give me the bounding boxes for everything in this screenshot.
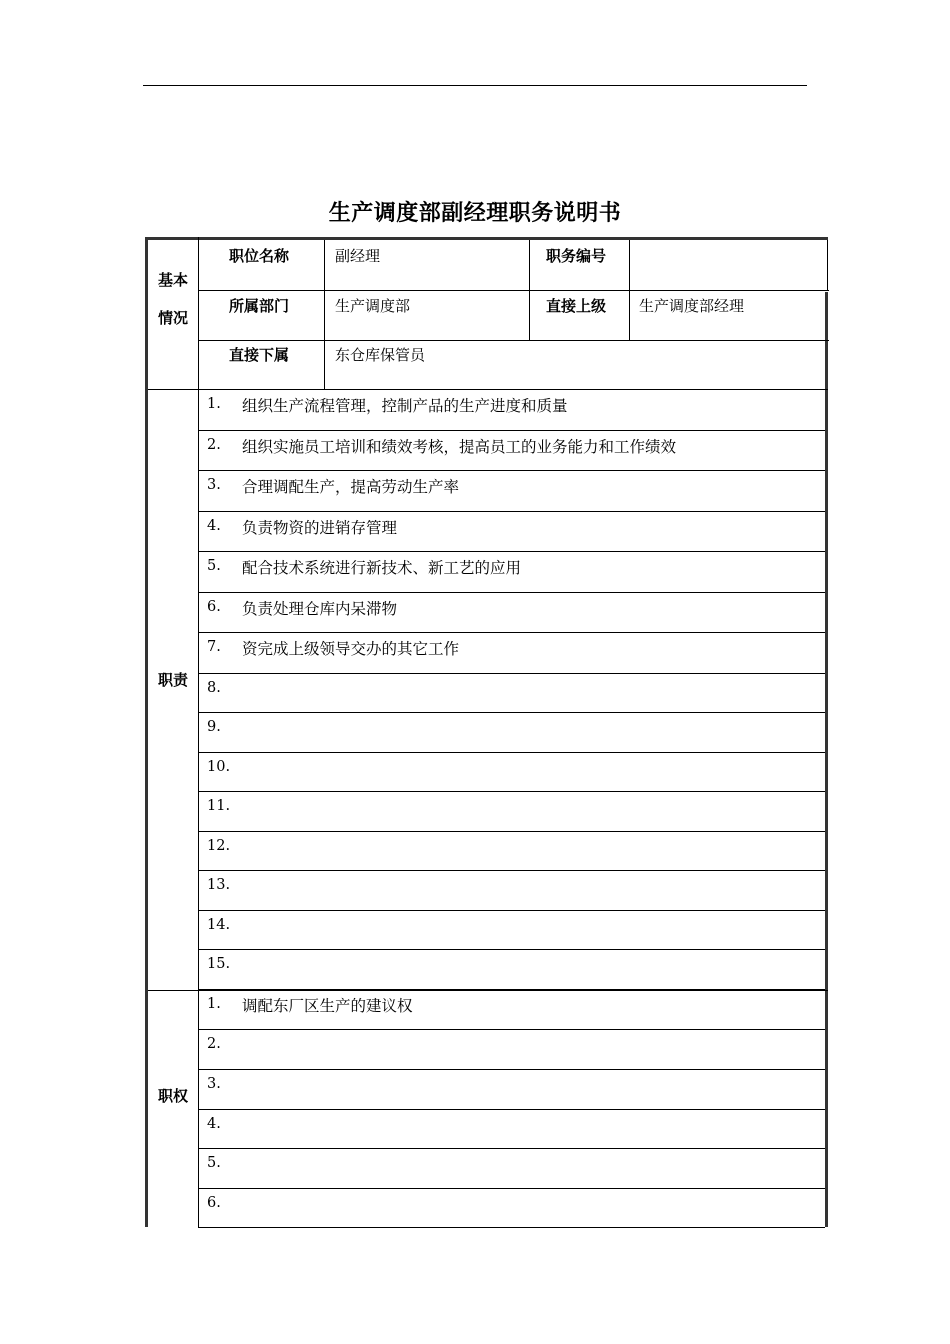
- authority-row-number: 3.: [207, 1076, 221, 1092]
- duties-row-number: 5.: [207, 558, 221, 574]
- supervisor-value: 生产调度部经理: [639, 297, 745, 315]
- authority-row: [199, 1070, 825, 1110]
- duties-row-text: 组织生产流程管理，控制产品的生产进度和质量: [242, 397, 568, 415]
- authority-row: [199, 1189, 825, 1228]
- supervisor-label: 直接上级: [546, 297, 607, 315]
- duties-row-text: 组织实施员工培训和绩效考核，提高员工的业务能力和工作绩效: [242, 438, 677, 456]
- duties-row-text: 合理调配生产，提高劳动生产率: [242, 478, 460, 496]
- duties-row-number: 14.: [207, 917, 231, 933]
- duties-row-number: 2.: [207, 437, 221, 453]
- duties-row-number: 6.: [207, 599, 221, 615]
- duties-row: [199, 633, 825, 674]
- duties-row: [199, 593, 825, 633]
- authority-row: [199, 1149, 825, 1189]
- basic-row-divider-1: [199, 290, 829, 291]
- duties-row-text: 配合技术系统进行新技术、新工艺的应用: [242, 559, 522, 577]
- duties-section: [145, 390, 828, 990]
- duties-row: [199, 792, 825, 832]
- duties-row-text: 负责处理仓库内呆滞物: [242, 600, 398, 618]
- duties-row: [199, 832, 825, 871]
- duties-row-number: 8.: [207, 680, 221, 696]
- duties-row-number: 7.: [207, 639, 221, 655]
- job-code-label: 职务编号: [546, 247, 607, 265]
- duties-row-number: 4.: [207, 518, 221, 534]
- duties-row-number: 13.: [207, 877, 231, 893]
- duties-row-number: 11.: [207, 798, 231, 814]
- authority-row: [199, 990, 825, 1030]
- duties-row-number: 12.: [207, 838, 231, 854]
- basic-col-divider-4: [827, 240, 828, 290]
- duties-row: [199, 431, 825, 471]
- authority-row-number: 6.: [207, 1195, 221, 1211]
- duties-row: [199, 713, 825, 753]
- duties-row-text: 资完成上级领导交办的其它工作: [242, 640, 460, 658]
- subordinate-value: 东仓库保管员: [335, 346, 426, 364]
- department-label: 所属部门: [229, 297, 290, 315]
- authority-row-number: 4.: [207, 1116, 221, 1132]
- authority-row-number: 2.: [207, 1036, 221, 1052]
- basic-info-label: 基本情况: [157, 271, 188, 327]
- authority-row-text: 调配东厂区生产的建议权: [242, 997, 413, 1015]
- duties-row: [199, 552, 825, 593]
- duties-label: 职责: [157, 671, 188, 689]
- basic-col-divider-2: [529, 240, 530, 340]
- authority-label: 职权: [157, 1087, 188, 1105]
- duties-row: [199, 911, 825, 950]
- duties-row-number: 3.: [207, 477, 221, 493]
- duties-row-number: 9.: [207, 719, 221, 735]
- duties-row: [199, 950, 825, 990]
- authority-row: [199, 1030, 825, 1070]
- duties-row: [199, 390, 825, 431]
- authority-section: [145, 990, 828, 1228]
- authority-row-number: 5.: [207, 1155, 221, 1171]
- header-rule: [143, 85, 807, 86]
- page-title: 生产调度部副经理职务说明书: [328, 201, 622, 226]
- duties-row-number: 1.: [207, 396, 221, 412]
- duties-row-text: 负责物资的进销存管理: [242, 519, 398, 537]
- basic-col-divider-1: [324, 240, 325, 390]
- position-name-value: 副经理: [335, 247, 381, 265]
- duties-row: [199, 512, 825, 552]
- duties-row-number: 15.: [207, 956, 231, 972]
- duties-row: [199, 871, 825, 911]
- basic-info-section: [145, 237, 828, 389]
- duties-row-number: 10.: [207, 759, 231, 775]
- department-value: 生产调度部: [335, 297, 411, 315]
- duties-row: [199, 471, 825, 512]
- authority-row-number: 1.: [207, 996, 221, 1012]
- basic-col-divider-3: [629, 240, 630, 340]
- duties-row: [199, 753, 825, 792]
- position-name-label: 职位名称: [229, 247, 290, 265]
- subordinate-label: 直接下属: [229, 346, 290, 364]
- authority-row: [199, 1110, 825, 1149]
- basic-label-divider: [198, 237, 199, 389]
- duties-row: [199, 674, 825, 713]
- basic-row-divider-2: [199, 340, 829, 341]
